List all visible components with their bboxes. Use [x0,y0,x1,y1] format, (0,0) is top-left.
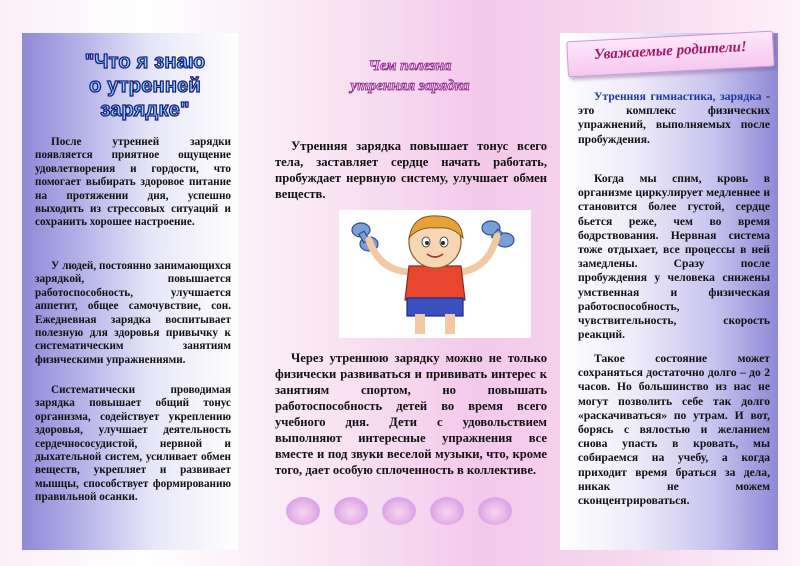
decorative-dots [286,497,526,529]
middle-paragraph-2: Через утреннюю зарядку можно не только физически развиваться и прививать интерес к занятиям спортом, но повышать работоспособность детей во время всего учебного дня. Дети с удовольствием выполняют интересные упражнения все вместе и под звуки веселой музыки, что, кроме того, дает особую сплоченность в коллективе. [275,351,547,477]
middle-paragraph-1: Утренняя зарядка повышает тонус всего тела, заставляет сердце начать работать, пробуждает нервную систему, улучшает обмен веществ. [275,139,547,201]
middle-title-line1: Чем полезна [368,58,452,74]
left-panel-title [50,50,240,122]
gymnastics-highlight: Утренняя гимнастика, зарядка [594,90,762,103]
decorative-dot [478,497,512,525]
decorative-dot [430,497,464,525]
left-paragraph-1: После утренней зарядки появляется приятное ощущение удовлетворения и гордости, что помогает выбирать здоровое питание на протяжении дня, успешно выходить из стрессовых ситуаций и сохранить хорошее настроение. [35,136,231,229]
left-paragraph-3: Систематически проводимая зарядка повышает общий тонус организма, содействует укреплению здоровья, улучшает деятельность сердечнососудистой, нервной и дыхательной систем, усиливает обмен веществ, укрепляет и развивает мышцы, способствует формированию правильной осанки. [35,384,231,504]
decorative-dot [286,497,320,525]
left-title-line2: о утренней зарядке" [89,75,201,121]
left-title-line1: "Что я знаю [84,51,206,73]
boy-with-dumbbells-icon [339,210,531,338]
right-paragraph-1-rest: - это комплекс физических упражнений, выполняемых после пробуждения. [578,90,770,146]
boy-with-dumbbells-illustration [339,210,531,338]
middle-panel-title [320,56,500,96]
right-paragraph-2: Когда мы спим, кровь в организме циркулирует медленнее и становится более густой, сердце бьется реже, чем во время бодрствования. Нервная система тоже отдыхает, все процессы в ней замедлены. Сразу после пробуждения у человека снижены умственная и физическая работоспособность, чувствительность, скорость реакций. [578,172,770,342]
right-paragraph-1 [578,90,770,147]
decorative-dot [334,497,368,525]
decorative-dot [382,497,416,525]
banner-text: Уважаемые родители! [593,39,748,63]
right-paragraph-3: Такое состояние может сохраняться достаточно долго – до 2 часов. Но большинство из нас не могут позволить себе так долго «раскачиваться» по утрам. И вот, борясь с вялостью и желанием снова упасть в кровать, мы собираемся на учебу, а когда приходит время браться за дела, никак не можем сконцентрироваться. [578,352,770,508]
middle-title-line2: утренняя зарядка [350,78,470,94]
left-paragraph-2: У людей, постоянно занимающихся зарядкой, повышается работоспособность, улучшается аппетит, общее самочувствие, сон. Ежедневная зарядка воспитывает полезную для здоровья привычку к систематическим занятиям физическими упражнениями. [35,260,231,366]
